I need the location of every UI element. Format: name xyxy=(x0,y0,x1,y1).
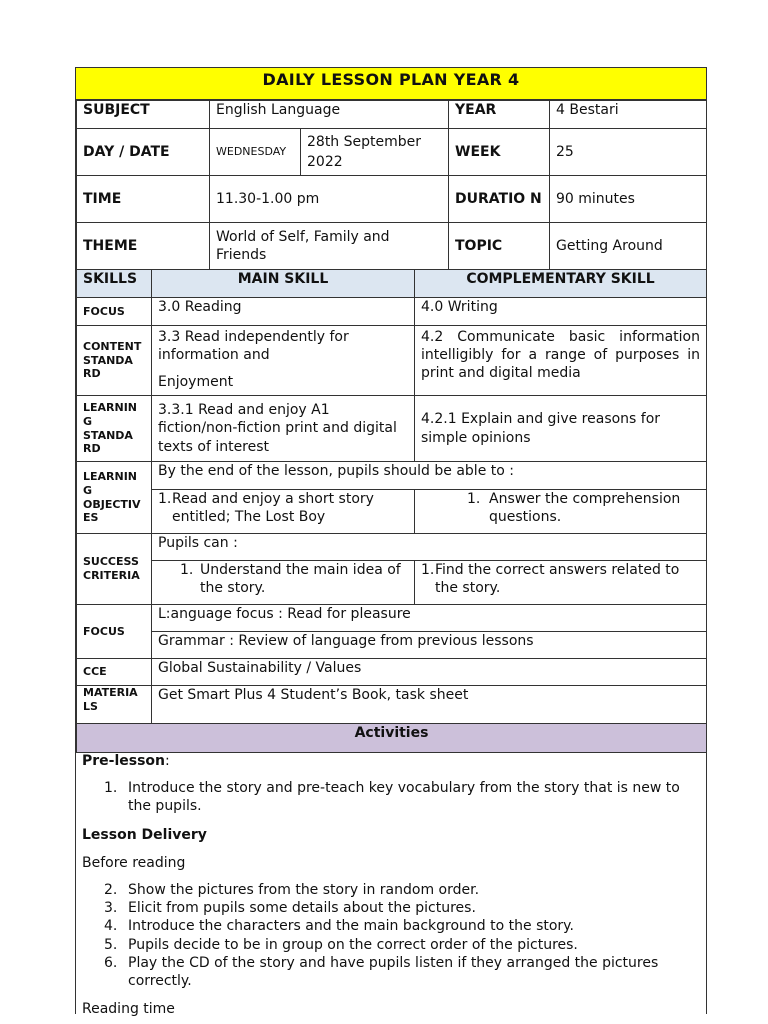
list-item-text: Elicit from pupils some details about the pictures. xyxy=(128,900,476,917)
success-main-num: 1. xyxy=(180,562,194,578)
focus-comp: 4.0 Writing xyxy=(415,298,707,326)
date-value: 28th September 2022 xyxy=(301,129,449,176)
day-label: DAY / DATE xyxy=(77,129,210,176)
year-value: 4 Bestari xyxy=(550,101,707,129)
content-standard-comp: 4.2 Communicate basic information intelligibly for a range of purposes in print and digital media xyxy=(415,326,707,396)
list-item-text: Show the pictures from the story in random order. xyxy=(128,881,480,898)
success-main-text: Understand the main idea of the story. xyxy=(200,562,401,597)
pre-lesson-colon: : xyxy=(165,753,170,769)
info-table xyxy=(76,100,707,270)
success-main xyxy=(152,561,415,605)
subject-value: English Language xyxy=(210,101,449,129)
success-intro: Pupils can : xyxy=(152,534,707,561)
list-item-number: 6. xyxy=(104,954,118,971)
list-item-number: 1. xyxy=(104,780,118,797)
list-item-text: Introduce the story and pre-teach key vocabulary from the story that is new to the pupils. xyxy=(128,780,680,815)
theme-label: THEME xyxy=(77,223,210,270)
content-standard-main xyxy=(152,326,415,396)
duration-label: DURATIO N xyxy=(449,176,550,223)
theme-value: World of Self, Family and Friends xyxy=(210,223,449,270)
list-item-number: 2. xyxy=(104,881,118,898)
subject-label: SUBJECT xyxy=(77,101,210,129)
cce-value: Global Sustainability / Values xyxy=(152,659,707,686)
list-item-number: 5. xyxy=(104,936,118,953)
duration-value: 90 minutes xyxy=(550,176,707,223)
success-comp-text: Find the correct answers related to the story. xyxy=(435,562,680,597)
list-item-number: 3. xyxy=(104,900,118,917)
grammar-focus: Grammar : Review of language from previous lessons xyxy=(152,632,707,659)
list-item xyxy=(104,899,700,917)
list-item xyxy=(104,881,700,899)
page-title: DAILY LESSON PLAN YEAR 4 xyxy=(76,68,706,100)
objectives-intro: By the end of the lesson, pupils should be able to : xyxy=(152,462,707,490)
before-reading-list xyxy=(104,881,700,990)
activities-section xyxy=(76,750,706,1018)
focus-label: FOCUS xyxy=(77,298,152,326)
success-comp xyxy=(415,561,707,605)
content-main-line2: Enjoyment xyxy=(158,374,234,391)
activities-header: Activities xyxy=(77,724,707,753)
success-criteria-label: SUCCESS CRITERIA xyxy=(77,534,152,605)
skills-label: SKILLS xyxy=(77,270,152,298)
list-item xyxy=(104,936,700,954)
objectives-comp-num: 1. xyxy=(467,491,481,507)
time-label: TIME xyxy=(77,176,210,223)
pre-lesson-list xyxy=(104,779,700,815)
objectives-main-num: 1. xyxy=(158,491,172,507)
objectives-comp-text: Answer the comprehension questions. xyxy=(489,491,681,526)
lesson-delivery-heading: Lesson Delivery xyxy=(82,826,207,843)
list-item xyxy=(104,917,700,935)
objectives-main xyxy=(152,490,415,534)
topic-label: TOPIC xyxy=(449,223,550,270)
list-item-text: Play the CD of the story and have pupils listen if they arranged the pictures correctly. xyxy=(128,954,659,989)
list-item-number: 4. xyxy=(104,918,118,935)
skills-table xyxy=(76,269,707,753)
main-skill-header: MAIN SKILL xyxy=(152,270,415,298)
pre-lesson-label: Pre-lesson xyxy=(82,753,166,769)
focus-main: 3.0 Reading xyxy=(152,298,415,326)
before-reading-heading: Before reading xyxy=(82,854,186,871)
lesson-plan-page xyxy=(75,67,707,1018)
year-label: YEAR xyxy=(449,101,550,129)
materials-value: Get Smart Plus 4 Student’s Book, task sheet xyxy=(152,686,707,724)
success-comp-num: 1. xyxy=(421,562,435,578)
day-value: WEDNESDAY xyxy=(210,129,301,176)
list-item-text: Introduce the characters and the main background to the story. xyxy=(128,918,574,935)
objectives-main-text: Read and enjoy a short story entitled; The Lost Boy xyxy=(172,491,374,526)
cce-label: CCE xyxy=(77,659,152,686)
list-item-text: Pupils decide to be in group on the correct order of the pictures. xyxy=(128,936,578,953)
content-standard-label: CONTENT STANDA RD xyxy=(77,326,152,396)
learning-standard-main: 3.3.1 Read and enjoy A1 fiction/non-fiction print and digital texts of interest xyxy=(152,396,415,462)
learning-standard-comp: 4.2.1 Explain and give reasons for simple opinions xyxy=(415,396,707,462)
pre-lesson-heading xyxy=(82,752,700,770)
time-value: 11.30-1.00 pm xyxy=(210,176,449,223)
complementary-skill-header: COMPLEMENTARY SKILL xyxy=(415,270,707,298)
focus2-label: FOCUS xyxy=(77,605,152,659)
learning-standard-label: LEARNIN G STANDA RD xyxy=(77,396,152,462)
objectives-comp xyxy=(415,490,707,534)
list-item xyxy=(104,779,700,815)
reading-time-heading: Reading time xyxy=(82,1001,175,1018)
topic-value: Getting Around xyxy=(550,223,707,270)
week-value: 25 xyxy=(550,129,707,176)
content-main-line1: 3.3 Read independently for information and xyxy=(158,329,349,364)
list-item xyxy=(104,954,700,990)
objectives-label: LEARNIN G OBJECTIV ES xyxy=(77,462,152,534)
language-focus: L:anguage focus : Read for pleasure xyxy=(152,605,707,632)
week-label: WEEK xyxy=(449,129,550,176)
materials-label: MATERIA LS xyxy=(77,686,152,724)
